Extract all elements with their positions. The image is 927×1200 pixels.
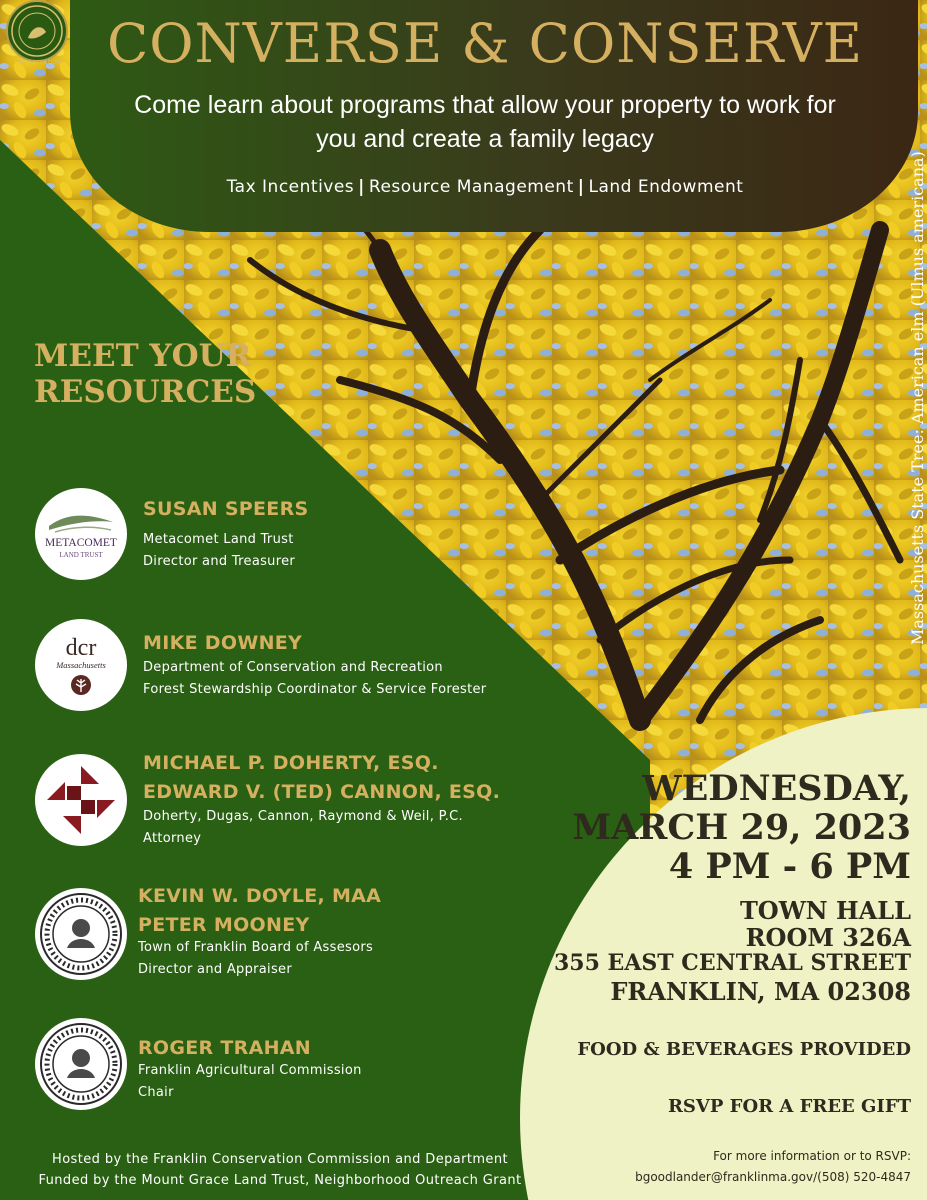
person-role: Forest Stewardship Coordinator & Service Forester: [143, 682, 487, 697]
person-role: Director and Appraiser: [138, 962, 292, 977]
seal-label: Conservation: [14, 58, 62, 66]
event-time: 4 PM - 6 PM: [668, 846, 911, 887]
person-name: ROGER TRAHAN: [138, 1037, 312, 1059]
person-role: Attorney: [143, 831, 202, 846]
photo-caption: Massachusetts State Tree: American elm (Ulmus americana): [908, 151, 927, 645]
metacomet-land-trust-logo: [35, 488, 127, 580]
person-name: MICHAEL P. DOHERTY, ESQ.: [143, 752, 439, 774]
logo-text: Massachusetts: [56, 660, 106, 670]
topic-item: Land Endowment: [588, 177, 744, 197]
contact-label: For more information or to RSVP:: [713, 1149, 911, 1163]
logo-text: dcr: [65, 635, 97, 661]
town-of-franklin-seal-icon: [35, 1018, 127, 1110]
page-title: CONVERSE & CONSERVE: [106, 12, 864, 75]
topic-item: Resource Management: [368, 177, 574, 197]
rsvp-notice: RSVP FOR A FREE GIFT: [667, 1096, 911, 1117]
person-role: Chair: [138, 1085, 174, 1100]
person-name: MIKE DOWNEY: [143, 632, 303, 654]
topic-list: Tax Incentives | Resource Management | Land Endowment: [226, 177, 744, 197]
event-date: MARCH 29, 2023: [572, 807, 911, 848]
person-org: Doherty, Dugas, Cannon, Raymond & Weil, P.C.: [143, 809, 463, 824]
topic-item: Tax Incentives: [226, 177, 355, 197]
doherty-dugas-logo: [35, 754, 127, 846]
person-name: KEVIN W. DOYLE, MAA: [138, 885, 382, 907]
event-day: WEDNESDAY,: [642, 768, 911, 809]
person-name: PETER MOONEY: [138, 914, 310, 936]
page-subtitle: Come learn about programs that allow your property to work for you and create a family legacy: [134, 91, 836, 153]
logo-text: METACOMET: [45, 537, 117, 549]
conservation-seal-icon: [6, 0, 68, 62]
person-role: Director and Treasurer: [143, 554, 296, 569]
town-of-franklin-seal-icon: [35, 888, 127, 980]
person-org: Metacomet Land Trust: [143, 532, 294, 547]
dcr-massachusetts-logo: [35, 619, 127, 711]
person-org: Department of Conservation and Recreation: [143, 660, 443, 675]
person-name: EDWARD V. (TED) CANNON, ESQ.: [143, 781, 501, 803]
event-location-line: 355 EAST CENTRAL STREET: [553, 950, 911, 976]
contact-info[interactable]: bgoodlander@franklinma.gov/(508) 520-4847: [635, 1170, 911, 1184]
logo-text: LAND TRUST: [59, 551, 103, 559]
resources-heading: MEET YOUR RESOURCES: [34, 338, 257, 410]
hosted-by-text: Hosted by the Franklin Conservation Commission and Department: [52, 1152, 508, 1167]
event-location-line: ROOM 326A: [745, 923, 911, 952]
funded-by-text: Funded by the Mount Grace Land Trust, Neighborhood Outreach Grant: [38, 1173, 522, 1188]
event-location-line: FRANKLIN, MA 02308: [610, 977, 911, 1006]
person-org: Franklin Agricultural Commission: [138, 1063, 362, 1078]
food-notice: FOOD & BEVERAGES PROVIDED: [577, 1039, 911, 1060]
event-location-line: TOWN HALL: [739, 896, 911, 925]
person-name: SUSAN SPEERS: [143, 498, 309, 520]
person-org: Town of Franklin Board of Assesors: [138, 940, 374, 955]
